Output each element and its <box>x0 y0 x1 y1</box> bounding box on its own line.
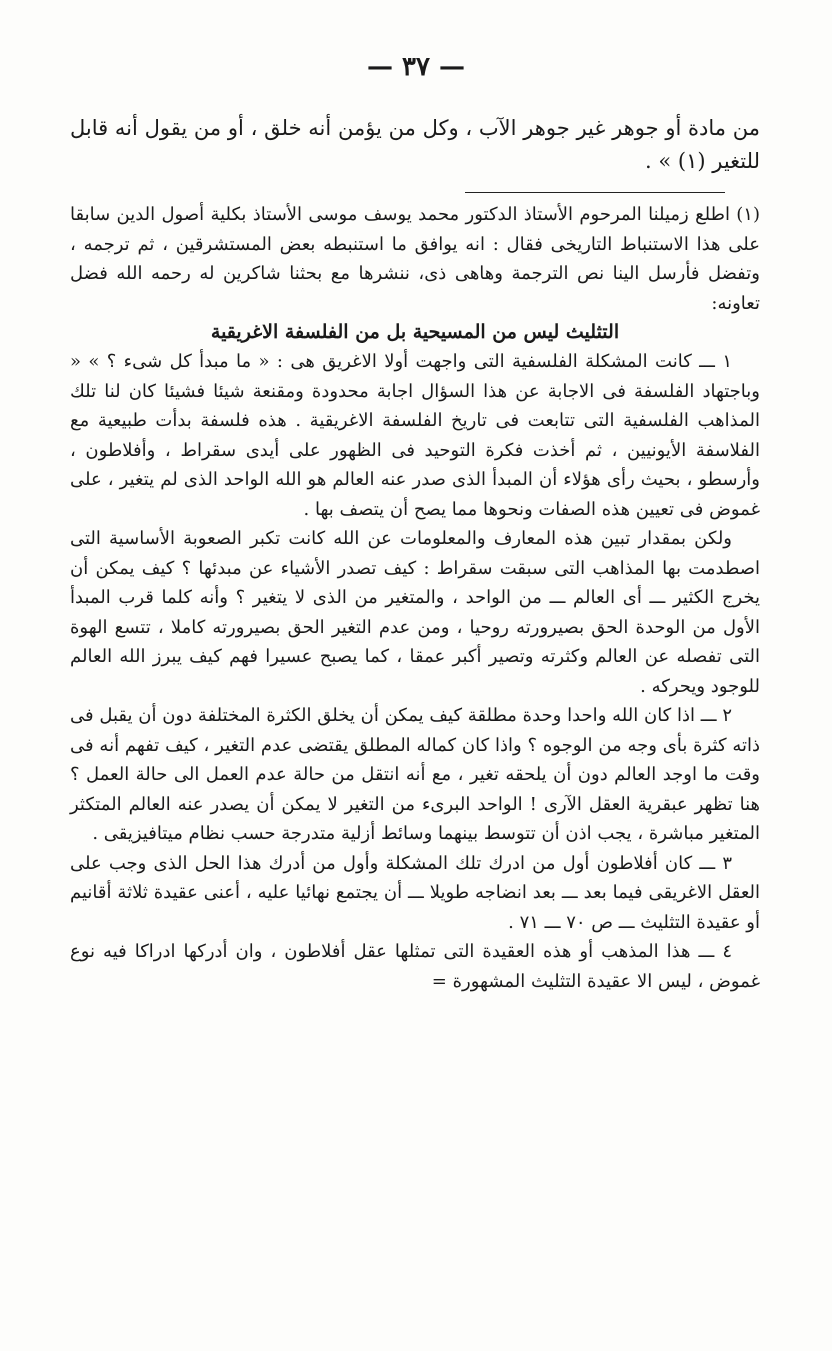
footnote <box>70 200 760 996</box>
footnote-paragraph-3: ٢ ـــ اذا كان الله واحدا وحدة مطلقة كيف يمكن أن يخلق الكثرة المختلفة دون أن يقبل فى ذاته كثرة بأى وجه من الوجوه ؟ واذا كان كماله المطلق يقتضى عدم التغير ، كيف تفهم أنه فى وقت ما اوجد العالم دون أن يلحقه تغير ، مع أنه انتقل من حالة عدم العمل الى حالة العمل ؟ هنا تظهر عبقرية العقل الآرى ! الواحد البرىء من التغير لا يمكن أن يصدر عنه العالم المتكثر المتغير مباشرة ، يجب اذن أن تتوسط بينهما وسائط أزلية متدرجة حسب نظام ميتافيزيقى . <box>70 705 760 844</box>
footnote-paragraph-2: ولكن بمقدار تبين هذه المعارف والمعلومات عن الله كانت تكبر الصعوبة الأساسية التى اصطدمت بها المذاهب التى سبقت سقراط : كيف تصدر الأشياء عن مبدئها ؟ كيف يمكن أن يخرج الكثير ـــ أى العالم ـــ من الواحد ، والمتغير من الذى لا يتغير ؟ وأنه كلما قرب المبدأ الأول من الوحدة الحق بصيرورته روحيا ، ومن عدم التغير الحق بصيرورته كاملا ، تتسع الهوة التى تفصله عن العالم وكثرته وتصير أكبر عمقا ، كما يصبح عسيرا فهم كيف يبرز الله العالم للوجود ويحركه . <box>70 528 760 697</box>
footnote-paragraph-5: ٤ ـــ هذا المذهب أو هذه العقيدة التى تمثلها عقل أفلاطون ، وان أدركها ادراكا فيه نوع غموض ، ليس الا عقيدة التثليث المشهورة = <box>70 941 760 992</box>
footnote-intro: (١) اطلع زميلنا المرحوم الأستاذ الدكتور محمد يوسف موسى الأستاذ بكلية أصول الدين سابقا على هذا الاستنباط التاريخى فقال : انه يوافق ما استنبطه بعض المستشرقين ، ثم ترجمه ، وتفضل فأرسل الينا نص الترجمة وهاهى ذى، ننشرها مع بحثنا شاكرين له رحمه الله فضل تعاونه: <box>70 204 760 314</box>
page-number: — ٣٧ — <box>366 52 466 82</box>
footnote-separator <box>465 192 725 193</box>
footnote-body <box>70 347 760 996</box>
section-title: التثليث ليس من المسيحية بل من الفلسفة الاغريقية <box>210 321 620 343</box>
main-text-continuation <box>70 112 760 178</box>
footnote-paragraph-4: ٣ ـــ كان أفلاطون أول من ادرك تلك المشكلة وأول من أدرك هذا الحل الذى وجب على العقل الاغريقى فيما بعد ـــ بعد انضاجه طويلا ـــ أن يجتمع نهائيا عليه ، أعنى عقيدة ثلاثة أقانيم أو عقيدة التثليث ـــ ص ٧٠ ـــ ٧١ . <box>70 852 760 933</box>
main-text-paragraph: من مادة أو جوهر غير جوهر الآب ، وكل من يؤمن أنه خلق ، أو من يقول أنه قابل للتغير (١) » . <box>70 116 760 173</box>
footnote-paragraph-1: ١ ـــ كانت المشكلة الفلسفية التى واجهت أولا الاغريق هى : « ما مبدأ كل شىء ؟ » « وباجتهاد الفلسفة فى الاجابة عن هذا السؤال اجابة محدودة ومقنعة شيئا فشيئا كان لنا تلك المذاهب الفلسفية التى تتابعت فى تاريخ الفلسفة الاغريقية . هذه فلسفة بدأت طبيعية مع الفلاسفة الأيونيين ، ثم أخذت فكرة التوحيد فى الظهور على أيدى سقراط ، وأفلاطون ، وأرسطو ، بحيث رأى هؤلاء أن المبدأ الذى صدر عنه العالم هو الله الواحد الذى لم يتغير ، على غموض فى تعيين هذه الصفات ونحوها مما يصح أن يتصف بها . <box>70 351 760 520</box>
